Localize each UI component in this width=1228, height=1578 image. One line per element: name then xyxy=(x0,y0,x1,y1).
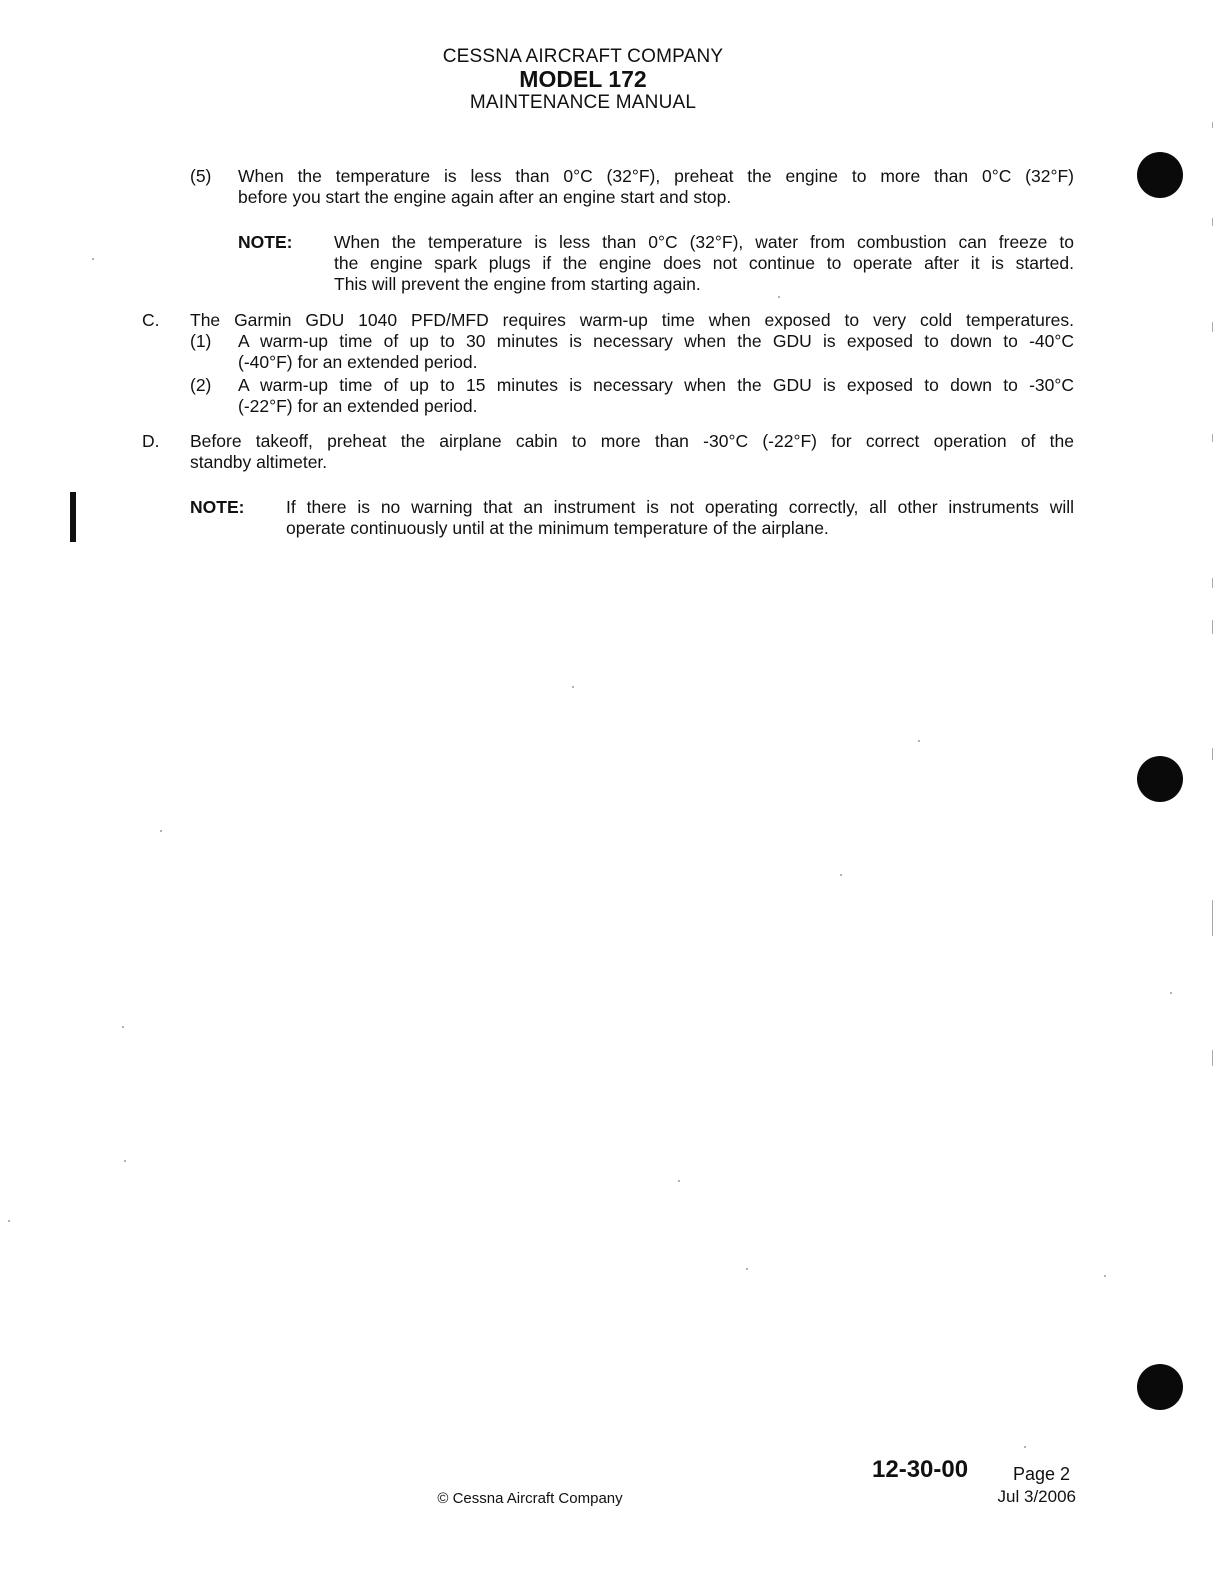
scan-speck xyxy=(160,830,162,832)
scan-speck xyxy=(8,1220,10,1222)
note-2-line-2: operate continuously until at the minimum temperature of the airplane. xyxy=(286,518,829,538)
para-d-letter: D. xyxy=(142,431,160,451)
scan-edge-mark xyxy=(1212,900,1213,936)
binder-hole-middle xyxy=(1137,756,1183,802)
binder-hole-top xyxy=(1137,152,1183,198)
scan-speck xyxy=(124,1160,126,1162)
header-company: CESSNA AIRCRAFT COMPANY xyxy=(442,46,724,67)
footer-date: Jul 3/2006 xyxy=(997,1487,1076,1506)
scan-speck xyxy=(778,296,780,298)
para-d-line-1: Before takeoff, preheat the airplane cabin to more than -30°C (-22°F) for correct operation of the xyxy=(190,431,1074,451)
scan-speck xyxy=(1104,1275,1106,1277)
note-1-label: NOTE: xyxy=(238,232,293,252)
para-c-line-1: The Garmin GDU 1040 PFD/MFD requires warm-up time when exposed to very cold temperatures. xyxy=(190,310,1074,330)
binder-hole-bottom xyxy=(1137,1364,1183,1410)
scan-speck xyxy=(122,1026,124,1028)
scan-edge-mark xyxy=(1212,434,1213,442)
header-manual: MAINTENANCE MANUAL xyxy=(469,92,697,113)
scan-speck xyxy=(918,740,920,742)
para-c-item-2-line-1: A warm-up time of up to 15 minutes is necessary when the GDU is exposed to down to -30°C xyxy=(238,375,1074,395)
scan-edge-mark xyxy=(1212,122,1213,128)
note-1-line-3: This will prevent the engine from starting again. xyxy=(334,274,701,294)
note-1-line-2: the engine spark plugs if the engine does not continue to operate after it is started. xyxy=(334,253,1074,273)
para-c-item-1-line-1: A warm-up time of up to 30 minutes is necessary when the GDU is exposed to down to -40°C xyxy=(238,331,1074,351)
scan-edge-mark xyxy=(1212,578,1213,588)
scan-speck xyxy=(746,1268,748,1270)
scan-edge-mark xyxy=(1212,218,1213,226)
revision-change-bar xyxy=(70,492,76,542)
scan-edge-mark xyxy=(1212,620,1213,634)
scan-edge-mark xyxy=(1212,748,1213,760)
para-d-line-2: standby altimeter. xyxy=(190,452,328,472)
step-5-line-2: before you start the engine again after an engine start and stop. xyxy=(238,187,732,207)
scan-speck xyxy=(678,1180,680,1182)
header-model: MODEL 172 xyxy=(519,66,647,92)
footer-copyright: © Cessna Aircraft Company xyxy=(437,1490,623,1507)
step-5-line-1: When the temperature is less than 0°C (32°F), preheat the engine to more than 0°C (32°F) xyxy=(238,166,1074,186)
scan-speck xyxy=(840,874,842,876)
para-c-item-2-line-2: (-22°F) for an extended period. xyxy=(238,396,478,416)
para-c-item-1-line-2: (-40°F) for an extended period. xyxy=(238,352,478,372)
scan-speck xyxy=(1024,1446,1026,1448)
note-2-label: NOTE: xyxy=(190,497,245,517)
para-c-item-2-number: (2) xyxy=(190,375,212,395)
step-5-number: (5) xyxy=(190,166,212,186)
note-1-line-1: When the temperature is less than 0°C (32°F), water from combustion can freeze to xyxy=(334,232,1074,252)
para-c-letter: C. xyxy=(142,310,160,330)
footer-section-code: 12-30-00 xyxy=(872,1456,969,1483)
scan-edge-mark xyxy=(1212,1050,1213,1066)
scan-edge-mark xyxy=(1212,322,1213,332)
scan-speck xyxy=(92,258,94,260)
scan-speck xyxy=(572,686,574,688)
footer-page-number: Page 2 xyxy=(1013,1464,1071,1484)
note-2-line-1: If there is no warning that an instrument is not operating correctly, all other instruments will xyxy=(286,497,1074,517)
para-c-item-1-number: (1) xyxy=(190,331,212,351)
scan-speck xyxy=(1170,992,1172,994)
